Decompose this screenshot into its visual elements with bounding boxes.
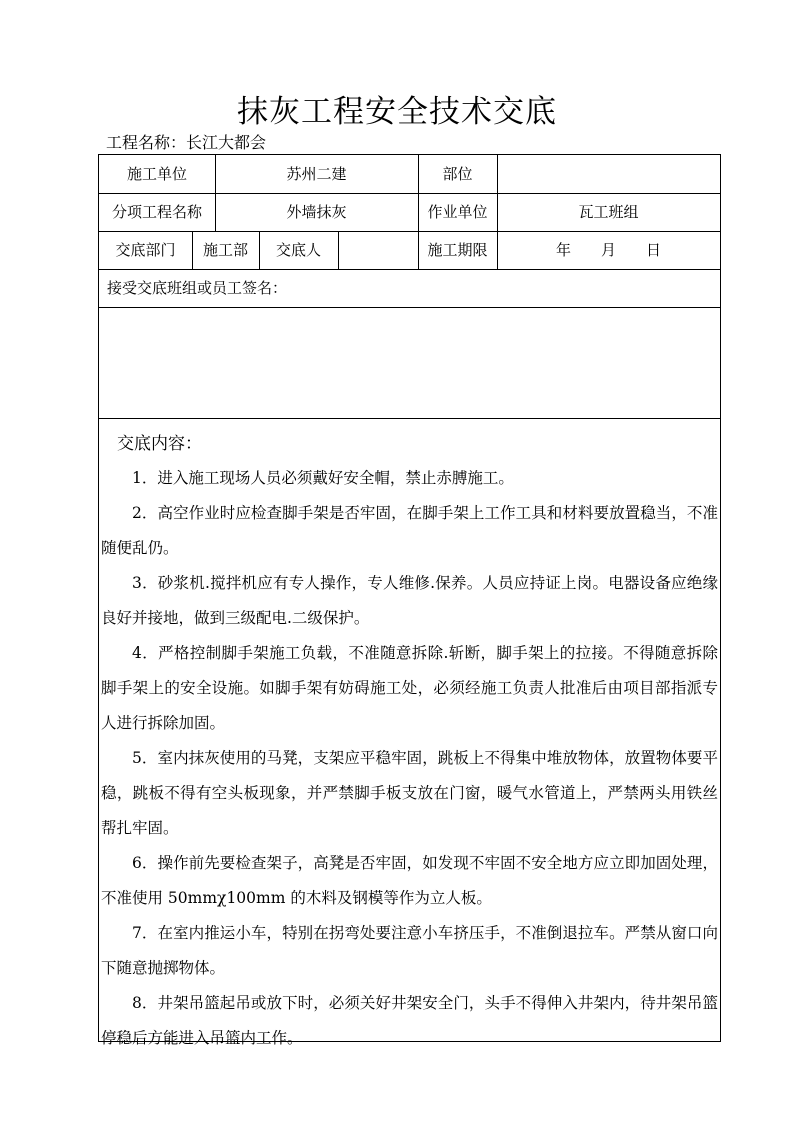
content-paragraph: 6．操作前先要检查架子，高凳是否牢固，如发现不牢固不安全地方应立即加固处理，不准使用 50mmχ100mm 的木料及钢模等作为立人板。 [101,854,718,907]
content-body [101,461,718,1056]
document-title: 抹灰工程安全技术交底 [237,94,557,130]
discloser-label: 交底人 [275,241,321,259]
row-divider [99,418,720,419]
content-paragraph: 2．高空作业时应检查脚手架是否牢固，在脚手架上工作工具和材料要放置稳当，不准随便乱仍。 [101,504,718,557]
period-label: 施工期限 [427,241,488,259]
project-name-value: 长江大都会 [186,133,267,152]
disclosure-dept-label: 交底部门 [115,241,176,259]
construction-unit-value: 苏州二建 [286,165,347,183]
content-heading: 交底内容： [117,434,202,454]
discloser-value [338,231,418,269]
signature-label: 接受交底班组或员工签名： [107,279,288,297]
content-paragraph: 4．严格控制脚手架施工负载，不准随意拆除.斩断，脚手架上的拉接。不得随意拆除脚手架上的安全设施。如脚手架有妨碍施工处，必须经施工负责人批准后由项目部指派专人进行拆除加固。 [101,644,718,732]
content-paragraph: 1．进入施工现场人员必须戴好安全帽，禁止赤膊施工。 [132,469,514,487]
disclosure-table [98,154,721,1047]
construction-unit-label: 施工单位 [126,165,187,183]
content-paragraph: 8．井架吊篮起吊或放下时，必须关好井架安全门，头手不得伸入井架内，待井架吊篮停稳后方能进入吊篮内工作。 [101,994,718,1047]
project-name [106,130,266,153]
project-name-label: 工程名称： [106,133,187,152]
location-label: 部位 [442,165,473,183]
period-value: 年 月 日 [555,241,661,259]
sub-project-value: 外墙抹灰 [286,203,347,221]
signature-area [107,307,707,418]
work-unit-value: 瓦工班组 [578,203,639,221]
location-value [497,155,720,193]
sub-project-label: 分项工程名称 [111,203,202,221]
disclosure-dept-value: 施工部 [202,241,248,259]
content-paragraph: 7．在室内推运小车，特别在拐弯处要注意小车挤压手，不准倒退拉车。严禁从窗口向下随意抛掷物体。 [101,924,718,977]
work-unit-label: 作业单位 [427,203,488,221]
content-paragraph: 3．砂浆机.搅拌机应有专人操作，专人维修.保养。人员应持证上岗。电器设备应绝缘良好并接地，做到三级配电.二级保护。 [101,574,718,627]
content-paragraph: 5．室内抹灰使用的马凳，支架应平稳牢固，跳板上不得集中堆放物体，放置物体要平稳，跳板不得有空头板现象，并严禁脚手板支放在门窗，暖气水管道上，严禁两头用铁丝帮扎牢固。 [101,749,718,837]
